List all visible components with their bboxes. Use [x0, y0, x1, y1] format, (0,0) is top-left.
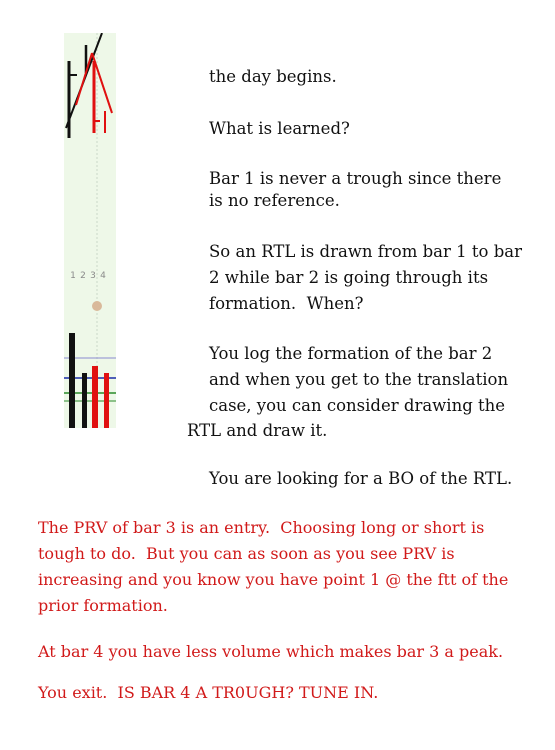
note-exit: You exit. IS BAR 4 A TR0UGH? TUNE IN. [38, 683, 379, 702]
bar-number-2: 2 [80, 271, 86, 281]
note-day-begins: the day begins. [209, 67, 337, 86]
note-bo-rtl: You are looking for a BO of the RTL. [209, 469, 513, 488]
note-rtl-line2: 2 while bar 2 is going through its [209, 268, 489, 287]
note-rtl-line3: formation. When? [209, 294, 364, 313]
volume-bar-3 [92, 366, 98, 428]
note-log-line4: RTL and draw it. [187, 421, 328, 440]
chart-svg [64, 33, 116, 428]
volume-bar-2 [82, 373, 87, 428]
marker-dot [92, 301, 102, 311]
price-volume-chart [64, 33, 116, 428]
volume-bar-1 [69, 333, 75, 428]
note-log-line1: You log the formation of the bar 2 [209, 344, 493, 363]
note-rtl-line1: So an RTL is drawn from bar 1 to bar [209, 242, 522, 261]
bar-number-3: 3 [90, 271, 96, 281]
note-bar1-line1: Bar 1 is never a trough since there [209, 169, 502, 188]
note-prv-line1: The PRV of bar 3 is an entry. Choosing long or short is [38, 518, 485, 537]
bar-number-4: 4 [100, 271, 106, 281]
note-log-line3: case, you can consider drawing the [209, 396, 506, 415]
note-prv-line3: increasing and you know you have point 1 @ the ftt of the [38, 570, 509, 589]
note-log-line2: and when you get to the translation [209, 370, 509, 389]
note-what-learned: What is learned? [209, 119, 350, 138]
bar-number-1: 1 [70, 271, 76, 281]
volume-bar-4 [104, 373, 109, 428]
red-line-up [76, 53, 92, 105]
note-bar4-volume: At bar 4 you have less volume which makes bar 3 a peak. [38, 642, 504, 661]
note-bar1-line2: is no reference. [209, 191, 340, 210]
note-prv-line4: prior formation. [38, 596, 168, 615]
note-prv-line2: tough to do. But you can as soon as you see PRV is [38, 544, 455, 563]
